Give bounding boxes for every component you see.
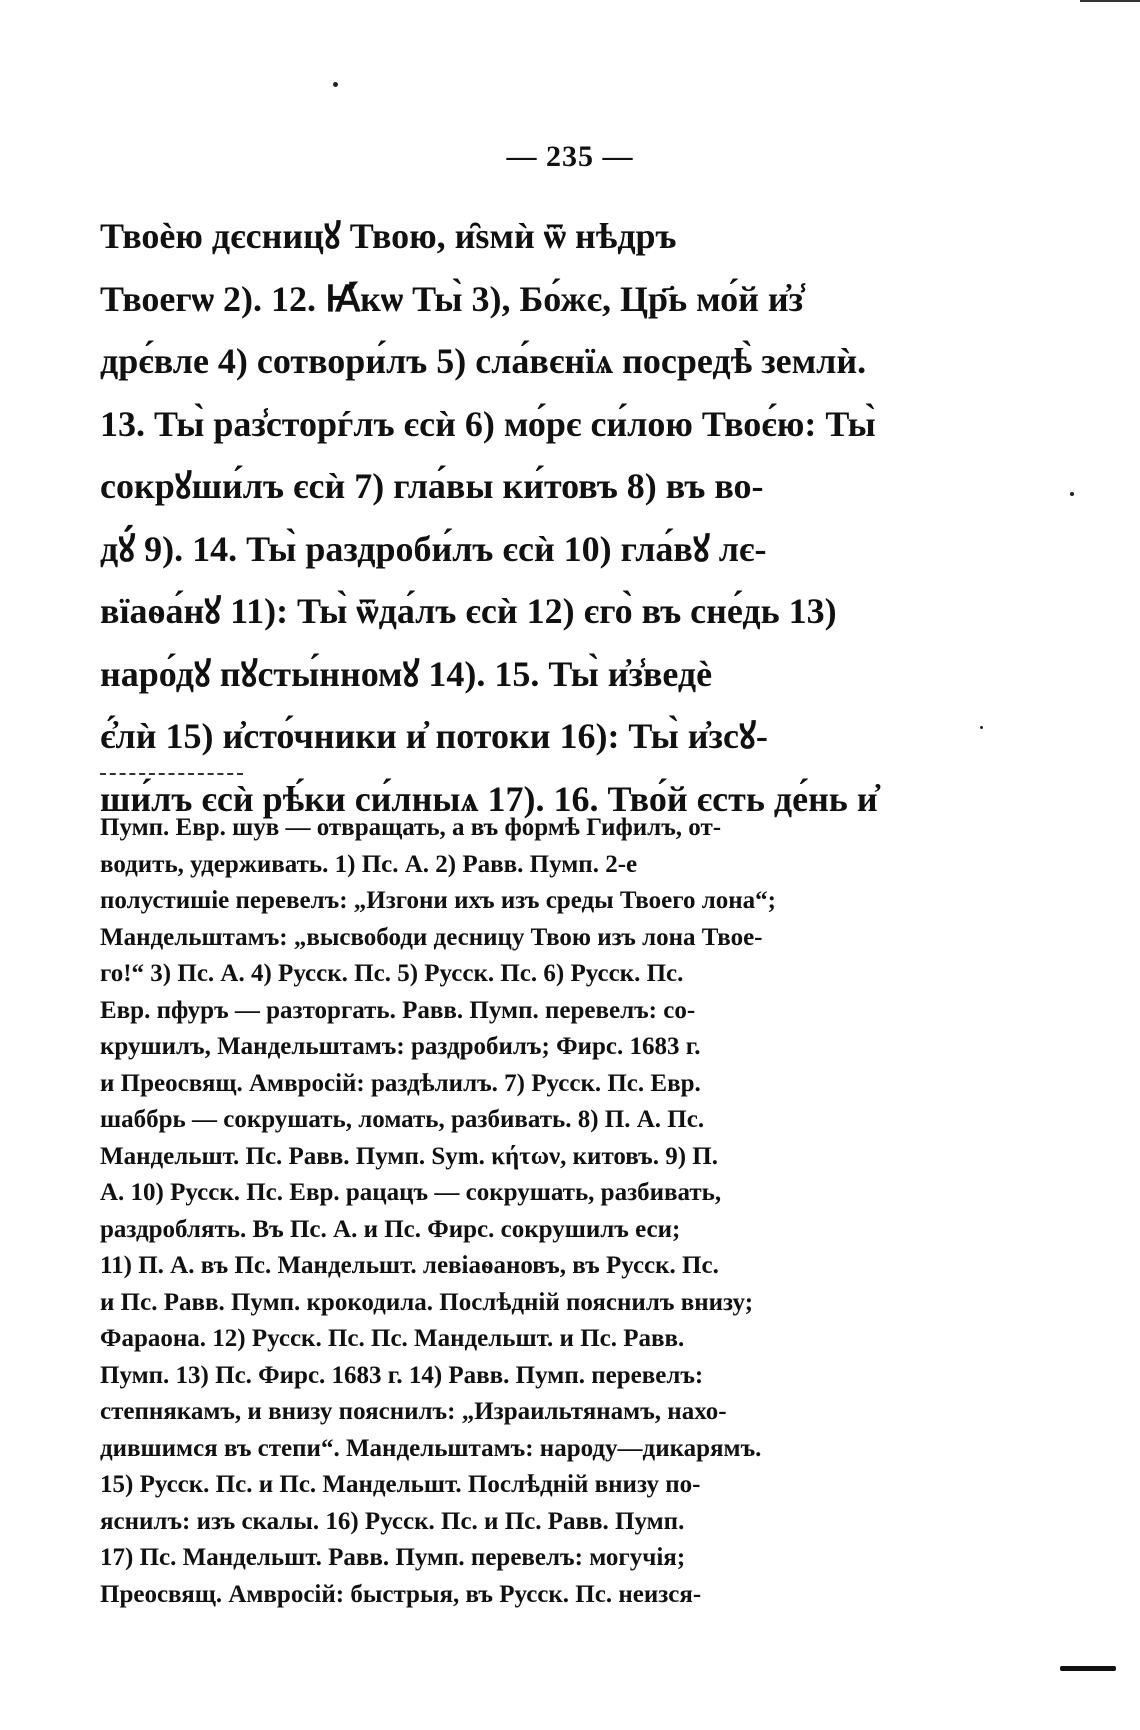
scripture-text: [100, 205, 940, 830]
footnote-line: степнякамъ, и внизу пояснилъ: „Израильтянамъ, нахо-: [100, 1398, 727, 1425]
footnote-line: водить, удерживать. 1) Пс. А. 2) Равв. Пумп. 2-е: [100, 850, 638, 878]
footnote-line: и Преосвящ. Амвросій: раздѣлилъ. 7) Русск. Пс. Евр.: [100, 1069, 701, 1097]
footnote-line: яснилъ: изъ скалы. 16) Русск. Пс. и Пс. Равв. Пумп.: [100, 1507, 685, 1535]
scripture-line: Твоѐю дєсницꙋ Твою, и̑ѕмѝ ѿ нѣдръ: [100, 216, 677, 256]
footnote-line: 17) Пс. Мандельшт. Равв. Пумп. перевелъ: могучія;: [100, 1544, 686, 1571]
footnote-line: Пумп. 13) Пс. Фирс. 1683 г. 14) Равв. Пумп. перевелъ:: [100, 1361, 704, 1389]
footnote-line: Пумп. Евр. шув — отвращать, а въ формѣ Гифилъ, от-: [100, 814, 722, 841]
footnote-line: Фараона. 12) Русск. Пс. Пс. Мандельшт. и Пс. Равв.: [100, 1325, 685, 1352]
footnote-line: Евр. пфуръ — разторгать. Равв. Пумп. перевелъ: со-: [100, 996, 696, 1024]
footnote-line: полустишіе перевелъ: „Изгони ихъ изъ среды Твоего лона“;: [100, 887, 776, 914]
scripture-line: сокрꙋши́лъ єсѝ 7) гла́вы ки́товъ 8) въ во-: [100, 466, 764, 506]
footnote-line: 11) П. А. въ Пс. Мандельшт. левіаѳановъ, въ Русск. Пс.: [100, 1252, 719, 1279]
scripture-line: є҆́лѝ 15) и҆сто́чники и҆ потоки 16): Ты̀ и҆зсꙋ-: [100, 716, 768, 756]
margin-mark: [1060, 1666, 1116, 1671]
scripture-line: дрє́вле 4) сотвори́лъ 5) сла́вєнїѧ посредѣ̀ землѝ.: [100, 341, 867, 381]
footnote-separator: [100, 773, 243, 775]
footnote-line: Преосвящ. Амвросій: быстрыя, въ Русск. Пс. неизся-: [100, 1580, 702, 1608]
scripture-line: Твоегѡ 2). 12. Ꙗ҆́кѡ Ты̀ 3), Бо́жє, Цр҃ь мо́й и҆з̾: [100, 278, 804, 319]
footnote-line: А. 10) Русск. Пс. Евр. рацацъ — сокрушать, разбивать,: [100, 1179, 722, 1206]
scripture-line: наро́дꙋ пꙋсты́нномꙋ 14). 15. Ты̀ и҆з̾ведѐ: [100, 653, 713, 694]
scripture-line: дꙋ́ 9). 14. Ты̀ раздроби́лъ єсѝ 10) гла́вꙋ лє-: [100, 528, 767, 569]
ink-speck: [333, 82, 338, 87]
footnotes: [100, 810, 940, 1613]
footnote-line: раздроблять. Въ Пс. А. и Пс. Фирс. сокрушилъ еси;: [100, 1215, 681, 1243]
ink-speck: [1070, 492, 1074, 496]
page-number: — 235 —: [506, 140, 634, 173]
footnote-line: Мандельшт. Пс. Равв. Пумп. Sym. κήτων, китовъ. 9) П.: [100, 1142, 718, 1170]
footnote-line: 15) Русск. Пс. и Пс. Мандельшт. Послѣдній внизу по-: [100, 1471, 701, 1498]
scripture-line: вїаѳа́нꙋ 11): Ты̀ ѿда́лъ єсѝ 12) єго̀ въ сне́дь 13): [100, 591, 837, 631]
scripture-line: 13. Ты̀ раз̾сторѓлъ єсѝ 6) мо́рє си́лою Твоє́ю: Ты̀: [100, 403, 876, 444]
footnote-line: и Пс. Равв. Пумп. крокодила. Послѣдній пояснилъ внизу;: [100, 1288, 754, 1316]
footnote-line: го!“ 3) Пс. А. 4) Русск. Пс. 5) Русск. Пс. 6) Русск. Пс.: [100, 960, 684, 987]
top-edge-mark: [1080, 0, 1140, 2]
footnote-line: дившимся въ степи“. Мандельштамъ: народу—дикарямъ.: [100, 1434, 762, 1462]
ink-speck: [980, 726, 983, 729]
footnote-line: шаббрь — сокрушать, ломать, разбивать. 8) П. А. Пс.: [100, 1106, 705, 1133]
footnote-line: крушилъ, Мандельштамъ: раздробилъ; Фирс. 1683 г.: [100, 1033, 701, 1060]
scripture-line: ши́лъ єсѝ рѣ́ки си́лныѧ 17). 16. Тво́й єсть де́нь и҆: [100, 778, 878, 819]
footnote-line: Мандельштамъ: „высвободи десницу Твою изъ лона Твое-: [100, 923, 763, 951]
